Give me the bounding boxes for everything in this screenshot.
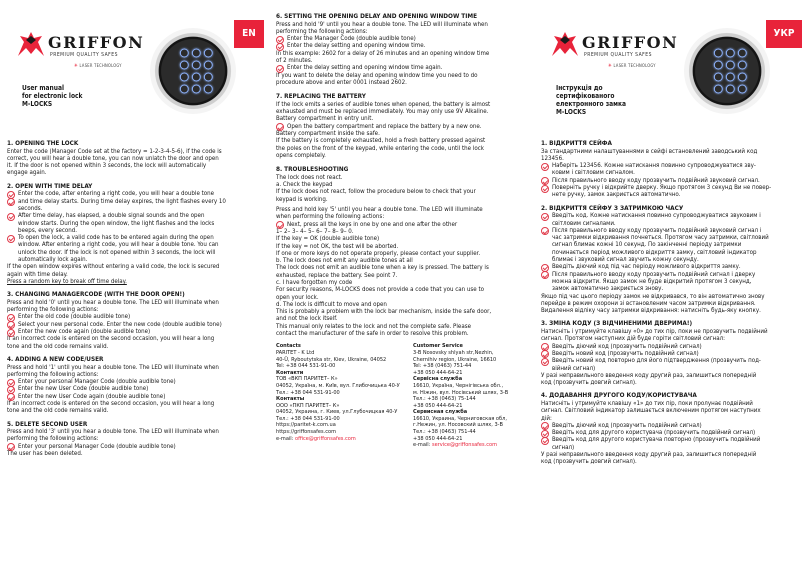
en-section-3-title: 3. CHANGING MANAGERCODE (WITH THE DOOR OPEN!): [7, 290, 185, 299]
en-s2-step: Enter the code, after entering a right code, you will hear a double tone: [7, 190, 271, 197]
en-s3-step: Enter the old code (double audible tone): [7, 313, 271, 320]
email-link[interactable]: service@griffonsafes.com: [432, 442, 497, 449]
contacts-block: [276, 343, 538, 449]
check-icon: [7, 198, 15, 206]
ua-s3-step: Введіть новий код (прозвучить подвійний сигнал): [541, 350, 804, 357]
brand-logo-ua: [548, 30, 582, 62]
en-s4-step: Enter your personal Manager Code (double audible tone): [7, 378, 271, 385]
language-tab-en: EN: [234, 20, 264, 48]
en-column-2: 6. SETTING THE OPENING DELAY AND OPENING WINDOW TIME Press and hold '9' until you hear a double tone. The LED will illuminate when performing the following actions: Enter the Manager Code (double audible tone) Enter the delay setting and opening window time. In this example: 2602 for a delay of 26 minutes and an opening window time of 2 minutes. Enter the delay setting and opening window time again. If you want to delete the delay and opening window time you need to do procedure above and enter 0001 instead 2602. 7. REPLACING THE BATTERY If the lock emits a series of audible tones when opened, the battery is almost exhausted and must be replaced immediately. You may only use 9V Alkaline. Battery compartment in entry unit. Open the battery compartment and replace the battery by a new one. Battery compartment inside the safe. If the battery is completely exhausted, hold a fresh battery pressed against the poles on the front of the keypad, while entering the code, until the lock opens completely. 8. TROUBLESHOOTING The lock does not react. a. Check the keypad If the lock does not react, follow the procedure below to check that your keypad is working. Press and hold key '5' until you hear a double tone. The LED will illuminate when performing the following actions: Next, press all the keys in one by one and one after the other 1– 2– 3– 4– 5– 6– 7– 8– 9– 0. If the key = OK (double audible tone) If the key = not OK, the test will be aborted. If one or more keys do not operate properly, please contact your supplier. b. The lock does not emit any audible tones at all The lock does not emit an audible tone when a key is pressed. The battery is exhausted, replace the battery. See point 7. c. I have forgotten my code For security reasons, M-LOCKS does not provide a code that you can use to open your lock. d. The lock is difficult to move and open This is probably a problem with the lock bar mechanism, inside the safe door, and not the lock itself. This manual only relates to the lock and not the complete safe. Please contact the manufacturer of the safe in order to resolve this problem. Contacts PARITET - K Ltd 40-Ü, Ryboutytska str, Kiev, Ukraine, 04052 Tel: +38 044 531-91-00 Контакти ТОВ «ВКП ПАРИТЕТ– К» 04052, Україна, м. Київ, вул. Глибочицька 40-У Тел.: +38 044 531-91-00 Контакты ООО «ПКП ПАРИТЕТ– К» 04052, Украина, г. Киев, ул.Глубочицкая 40-У Тел.: +38 044 531-91-00 https://paritet-k.com.ua https://griffonsafes.com e-mail: office@griffonsafes.com Customer Service 3-B Nosovsky shlyah str,Nezhin, Chernihiv region, Ukraine, 16610 Tel: +38 (0463) 751-44 +38 050 444-64-21 Сервісна служба 16610, Україна, Чернігівська обл., м. Ніжин, вул. Носівський шлях, 3-В Тел.: +38 (0463) 75-144 +38 050 444-64-21 Сервисная служба 16610, Украина, Черниговская обл, г.Нежин, ул. Носовский шлях, 3-В Тел.: +38 (0463) 751-44 +38 050 444-64-21 e-mail: service@griffonsafes.com: [276, 13, 538, 449]
ua-s4-step: Введіть діючий код (прозвучить подвійний сигнал): [541, 422, 804, 429]
ua-section-2-title: 2. ВІДКРИТТЯ СЕЙФУ З ЗАТРИМКОЮ ЧАСУ: [541, 203, 684, 212]
electronic-lock-image-ua: [684, 28, 770, 114]
en-section-8-title: 8. TROUBLESHOOTING: [276, 165, 349, 174]
ua-s4-step: Введіть код для другого користувача (прозвучить подвійний сигнал): [541, 429, 804, 436]
ua-section-3-title: 3. ЗМІНА КОДУ (З ВІДЧИНЕНИМИ ДВЕРИМА!): [541, 319, 693, 328]
check-icon: [7, 329, 15, 337]
griffon-emblem-icon: [548, 30, 582, 58]
check-icon: [541, 213, 549, 221]
brand-name: GRIFFON: [48, 33, 145, 52]
en-section-1-title: 1. OPENING THE LOCK: [7, 139, 79, 147]
check-icon: [7, 235, 15, 243]
en-s8-step: Next, press all the keys in one by one and one after the other: [276, 221, 538, 228]
check-icon: [7, 213, 15, 221]
ua-s2-step: Введіть код. Кожне натискання повинно супроводжуватися звуковим і світловим сигналами.: [541, 212, 804, 227]
break-time-delay-note: Press a random key to break off time delay.: [7, 277, 127, 285]
electronic-lock-image: [150, 28, 236, 114]
en-s7-step: Open the battery compartment and replace the battery by a new one.: [276, 123, 538, 130]
laser-technology-label: ✳ LASER TECHNOLOGY: [74, 63, 122, 69]
en-s2-step: To open the lock, a valid code has to be entered again during the open window. After entering a right code, you will hear a double tone. You can unlock the door. If the lock is not opened within 3 seconds, the lock will automatically lock again.: [7, 234, 271, 263]
en-s2-step: and time delay starts. During time delay expires, the light flashes every 10 seconds.: [7, 198, 271, 213]
en-column-1: 1. OPENING THE LOCK Enter the code (Manager Code set at the factory = 1-2-3-4-5-6), if the code is correct, you will hear a double tone, you can now unlatch the door and open it. If the door is not opened within 3 seconds, the lock will automatically engage again. 2. OPEN WITH TIME DELAY Enter the code, after entering a right code, you will hear a double tone and time delay starts. During time delay expires, the light flashes every 10 seconds. After time delay, has elapsed, a double signal sounds and the open window starts. During the open window, the light flashes and the locks beeps, every second. To open the lock, a valid code has to be entered again during the open window. After entering a right code, you will hear a double tone. You can unlock the door. If the lock is not opened within 3 seconds, the lock will automatically lock again. If the open window expires without entering a valid code, the lock is secured again with time delay. Press a random key to break off time delay. 3. CHANGING MANAGERCODE (WITH THE DOOR OPEN!) Press and hold '0' until you hear a double tone. The LED will illuminate when performing the following actions: Enter the old code (double audible tone) Select your new personal code. Enter the new code (double audible tone) Enter the new code again (double audible tone) If an incorrect code is entered on the second occasion, you will hear a long tone and the old code remains valid. 4. ADDING A NEW CODE/USER Press and hold '1' until you hear a double tone. The LED will illuminate when performing the following actions: Enter your personal Manager Code (double audible tone) Enter the new User Code (double audible tone) Enter the new User Code again (double audible tone) If an incorrect code is entered on the second occasion, you will hear a long tone and the old code remains valid. 5. DELETE SECOND USER Press and hold '3' until you hear a double tone. The LED will illuminate when performing the following actions: Enter your personal Manager Code (double audible tone) The user has been deleted.: [7, 137, 271, 457]
ua-s2-step: Після правильного вводу коду прозвучить подвійний звуковий сигнал і час затримки відкривання почнеться. Протягом часу затримки, світловий сигнал блимає кожні 10 секунд. По закінченні періоду затримки починається період можливого відкриття замку, світловий індикатор блимає і звуковий сигнал звучить кожну секунду.: [541, 227, 804, 263]
ua-s2-step: Після правильного вводу коду прозвучить подвійний сигнал і дверку можна відкрити. Якщо замок не буде відкритий протягом 3 секунд, замок автоматично закриється знову.: [541, 271, 804, 293]
check-icon: [541, 437, 549, 445]
ua-s2-step: Введіть діючий код під час періоду можливого відкриття замку.: [541, 263, 804, 270]
manual-title-ua: Інструкція до сертифікованого електронного замка M-LOCKS: [556, 84, 627, 116]
check-icon: [541, 185, 549, 193]
ua-s4-step: Введіть код для другого користувача повторно (прозвучить подвійний сигнал): [541, 436, 804, 451]
en-s4-step: Enter the new User Code again (double audible tone): [7, 393, 271, 400]
website-link[interactable]: https://paritet-k.com.ua: [276, 422, 336, 429]
check-icon: [541, 271, 549, 279]
check-icon: [541, 163, 549, 171]
ua-s1-step: Наберіть 123456. Кожне натискання повинно супроводжуватися зву- ковим і світловим сигналом.: [541, 162, 804, 177]
griffon-emblem-icon: [14, 30, 48, 58]
en-section-7-title: 7. REPLACING THE BATTERY: [276, 92, 366, 101]
email-link[interactable]: office@griffonsafes.com: [295, 435, 356, 442]
en-section-4-title: 4. ADDING A NEW CODE/USER: [7, 354, 104, 363]
en-s6-step: Enter the Manager Code (double audible tone): [276, 35, 538, 42]
en-s3-step: Select your new personal code. Enter the new code (double audible tone): [7, 321, 271, 328]
brand-logo: [14, 30, 48, 62]
check-icon: [276, 65, 284, 73]
check-icon: [276, 43, 284, 51]
en-section-6-title: 6. SETTING THE OPENING DELAY AND OPENING WINDOW TIME: [276, 12, 478, 20]
brand-tagline-ua: PREMIUM QUALITY SAFES: [584, 52, 652, 58]
manual-title-en: User manual for electronic lock M-LOCKS: [22, 84, 83, 108]
check-icon: [541, 358, 549, 366]
en-s4-step: Enter the new User Code (double audible tone): [7, 385, 271, 392]
ua-section-1-title: 1. ВІДКРИТТЯ СЕЙФА: [541, 139, 612, 147]
contacts-left: Contacts PARITET - K Ltd 40-Ü, Ryboutytska str, Kiev, Ukraine, 04052 Tel: +38 044 531-91-00 Контакти ТОВ «ВКП ПАРИТЕТ– К» 04052, Україна, м. Київ, вул. Глибочицька 40-У Тел.: +38 044 531-91-00 Контакты ООО «ПКП ПАРИТЕТ– К» 04052, Украина, г. Киев, ул.Глубочицкая 40-У Тел.: +38 044 531-91-00 https://paritet-k.com.ua https://griffonsafes.com e-mail: office@griffonsafes.com: [276, 343, 400, 442]
ua-column: 1. ВІДКРИТТЯ СЕЙФА За стандартними налаштуваннями в сейфі встановлений заводський код 123456. Наберіть 123456. Кожне натискання повинно супроводжуватися зву- ковим і світловим сигналом. Після правильного вводу коду прозвучить подвійний звуковий сигнал. Поверніть ручку і відкрийте дверку. Якщо протягом 3 секунд Ви не повер- нете ручку, замок закриється автоматично. 2. ВІДКРИТТЯ СЕЙФУ З ЗАТРИМКОЮ ЧАСУ Введіть код. Кожне натискання повинно супроводжуватися звуковим і світловим сигналами. Після правильного вводу коду прозвучить подвійний звуковий сигнал і час затримки відкривання почнеться. Протягом часу затримки, світловий сигнал блимає кожні 10 секунд. По закінченні періоду затримки починається період можливого відкриття замку, світловий індикатор блимає і звуковий сигнал звучить кожну секунду. Введіть діючий код під час періоду можливого відкриття замку. Після правильного вводу коду прозвучить подвійний сигнал і дверку можна відкрити. Якщо замок не буде відкритий протягом 3 секунд, замок автоматично закриється знову. Якщо під час цього періоду замок не відкривався, то він автоматично знову перейде в режим охорони зі встановленим часом затримки відкривання. Видалення відліку часу затримки відкривання: натисніть будь-яку кнопку. 3. ЗМІНА КОДУ (З ВІДЧИНЕНИМИ ДВЕРИМА!) Натисніть і утримуйте клавішу «0» до тих пір, поки не прозвучить подвійний сигнал. Протягом наступних дій буде горіти світловий сигнал: Введіть діючий код (прозвучить подвійний сигнал) Введіть новий код (прозвучить подвійний сигнал) Введіть новий код повторно для його підтвердження (прозвучить под- війний сигнал) У разі неправильного введення коду другий раз, залишиться попередній код (прозвучить довгий сигнал). 4. ДОДАВАННЯ ДРУГОГО КОДУ/КОРИСТУВАЧА Натисніть і утримуйте клавішу «1» до тих пір, поки пролунає подвійний сигнал. Світловий індикатор залишається включеним протягом наступних дій: Введіть діючий код (прозвучить подвійний сигнал) Введіть код для другого користувача (прозвучить подвійний сигнал) Введіть код для другого користувача повторно (прозвучить подвійний сигнал) У разі неправильного введення коду другий раз, залишиться попередній код (прозвучить довгий сигнал).: [541, 137, 804, 466]
website-link[interactable]: https://griffonsafes.com: [276, 429, 336, 436]
laser-technology-label-ua: ✳ LASER TECHNOLOGY: [608, 63, 656, 69]
en-section-1-text: Enter the code (Manager Code set at the factory = 1-2-3-4-5-6), if the code is correct, you will hear a double tone, you can now unlatch the door and open it. If the door is not opened within 3 seconds, the lock will automatically engage again.: [7, 147, 222, 177]
language-tab-ua: УКР: [766, 20, 802, 48]
ua-s1-step: Поверніть ручку і відкрийте дверку. Якщо протягом 3 секунд Ви не повер- нете ручку, замок закриється автоматично.: [541, 184, 804, 199]
check-icon: [541, 227, 549, 235]
ua-s1-step: Після правильного вводу коду прозвучить подвійний звуковий сигнал.: [541, 177, 804, 184]
ua-s3-step: Введіть діючий код (прозвучить подвійний сигнал): [541, 343, 804, 350]
en-section-2-title: 2. OPEN WITH TIME DELAY: [7, 181, 93, 190]
contacts-right: Customer Service 3-B Nosovsky shlyah str,Nezhin, Chernihiv region, Ukraine, 16610 Tel: +38 (0463) 751-44 +38 050 444-64-21 Сервісна служба 16610, Україна, Чернігівська обл., м. Ніжин, вул. Носівський шлях, 3-В Тел.: +38 (0463) 75-144 +38 050 444-64-21 Сервисная служба 16610, Украина, Черниговская обл, г.Нежин, ул. Носовский шлях, 3-В Тел.: +38 (0463) 751-44 +38 050 444-64-21 e-mail: service@griffonsafes.com: [413, 343, 509, 449]
en-s3-step: Enter the new code again (double audible tone): [7, 328, 271, 335]
brand-name-ua: GRIFFON: [582, 33, 679, 52]
ua-section-4-title: 4. ДОДАВАННЯ ДРУГОГО КОДУ/КОРИСТУВАЧА: [541, 391, 697, 400]
en-s6-step: Enter the delay setting and opening window time.: [276, 42, 538, 49]
en-s2-step: After time delay, has elapsed, a double signal sounds and the open window starts. During the open window, the light flashes and the locks beeps, every second.: [7, 212, 271, 234]
en-s5-step: Enter your personal Manager Code (double audible tone): [7, 443, 271, 450]
brand-tagline: PREMIUM QUALITY SAFES: [50, 52, 118, 58]
ua-s3-step: Введіть новий код повторно для його підтвердження (прозвучить под- війний сигнал): [541, 357, 804, 372]
en-s6-step: Enter the delay setting and opening window time again.: [276, 64, 538, 71]
en-section-5-title: 5. DELETE SECOND USER: [7, 419, 88, 428]
